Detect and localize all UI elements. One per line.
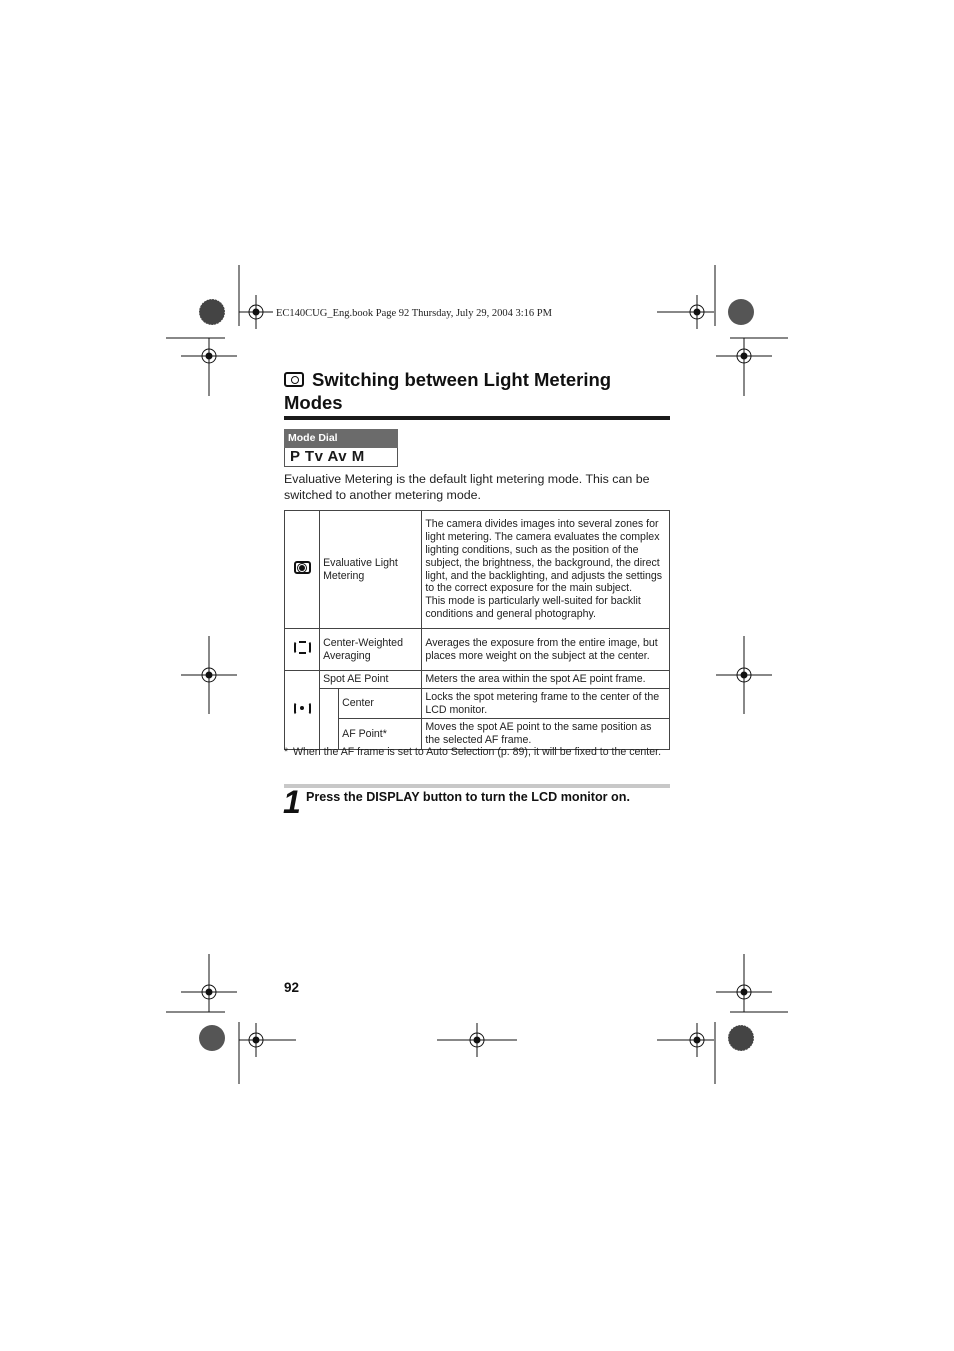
footnote xyxy=(284,746,670,759)
metering-modes-table xyxy=(284,510,670,750)
table-row xyxy=(285,629,670,671)
step-rule xyxy=(284,784,670,788)
footnote-text: When the AF frame is set to Auto Selection (p. 89), it will be fixed to the center. xyxy=(293,746,662,758)
center-weighted-metering-icon xyxy=(294,641,311,654)
mode-dial-label: Mode Dial xyxy=(284,429,398,448)
mode-dial-box xyxy=(284,429,398,467)
title-rule xyxy=(284,416,670,420)
mode-description: Meters the area within the spot AE point frame. xyxy=(422,671,670,689)
mode-description: Averages the exposure from the entire image, but places more weight on the subject at the center. xyxy=(422,629,670,671)
table-row xyxy=(285,688,670,719)
sub-option-name: AF Point* xyxy=(339,719,422,750)
sub-option-description: Moves the spot AE point to the same position as the selected AF frame. xyxy=(422,719,670,750)
mode-dial-modes: P Tv Av M xyxy=(284,448,398,467)
sub-option-name: Center xyxy=(339,688,422,719)
table-row xyxy=(285,671,670,689)
mode-description: The camera divides images into several zones for light metering. The camera evaluates the complex lighting conditions, such as the position of the subject, the brightness, the background, the direct light, and the backlighting, and adjusts the settings to the correct exposure for the main subject. This mode is particularly well-suited for backlit conditions and general photography. xyxy=(422,511,670,629)
intro-paragraph: Evaluative Metering is the default light metering mode. This can be switched to another metering mode. xyxy=(284,472,650,502)
spot-metering-icon xyxy=(294,702,311,715)
mode-name: Spot AE Point xyxy=(320,671,422,689)
mode-name: Center-Weighted Averaging xyxy=(320,629,422,671)
metering-icon xyxy=(284,372,304,387)
table-row xyxy=(285,719,670,750)
step-instruction: Press the DISPLAY button to turn the LCD monitor on. xyxy=(306,790,630,804)
table-row xyxy=(285,511,670,629)
step-number: 1 xyxy=(283,784,301,820)
print-info-header: EC140CUG_Eng.book Page 92 Thursday, July 29, 2004 3:16 PM xyxy=(276,308,552,319)
evaluative-metering-icon xyxy=(294,561,311,574)
mode-name: Evaluative Light Metering xyxy=(320,511,422,629)
page-title xyxy=(284,368,674,414)
page-title-text: Switching between Light Metering Modes xyxy=(284,369,612,413)
footnote-mark: * xyxy=(284,746,289,758)
sub-option-description: Locks the spot metering frame to the center of the LCD monitor. xyxy=(422,688,670,719)
page-number: 92 xyxy=(284,980,300,995)
